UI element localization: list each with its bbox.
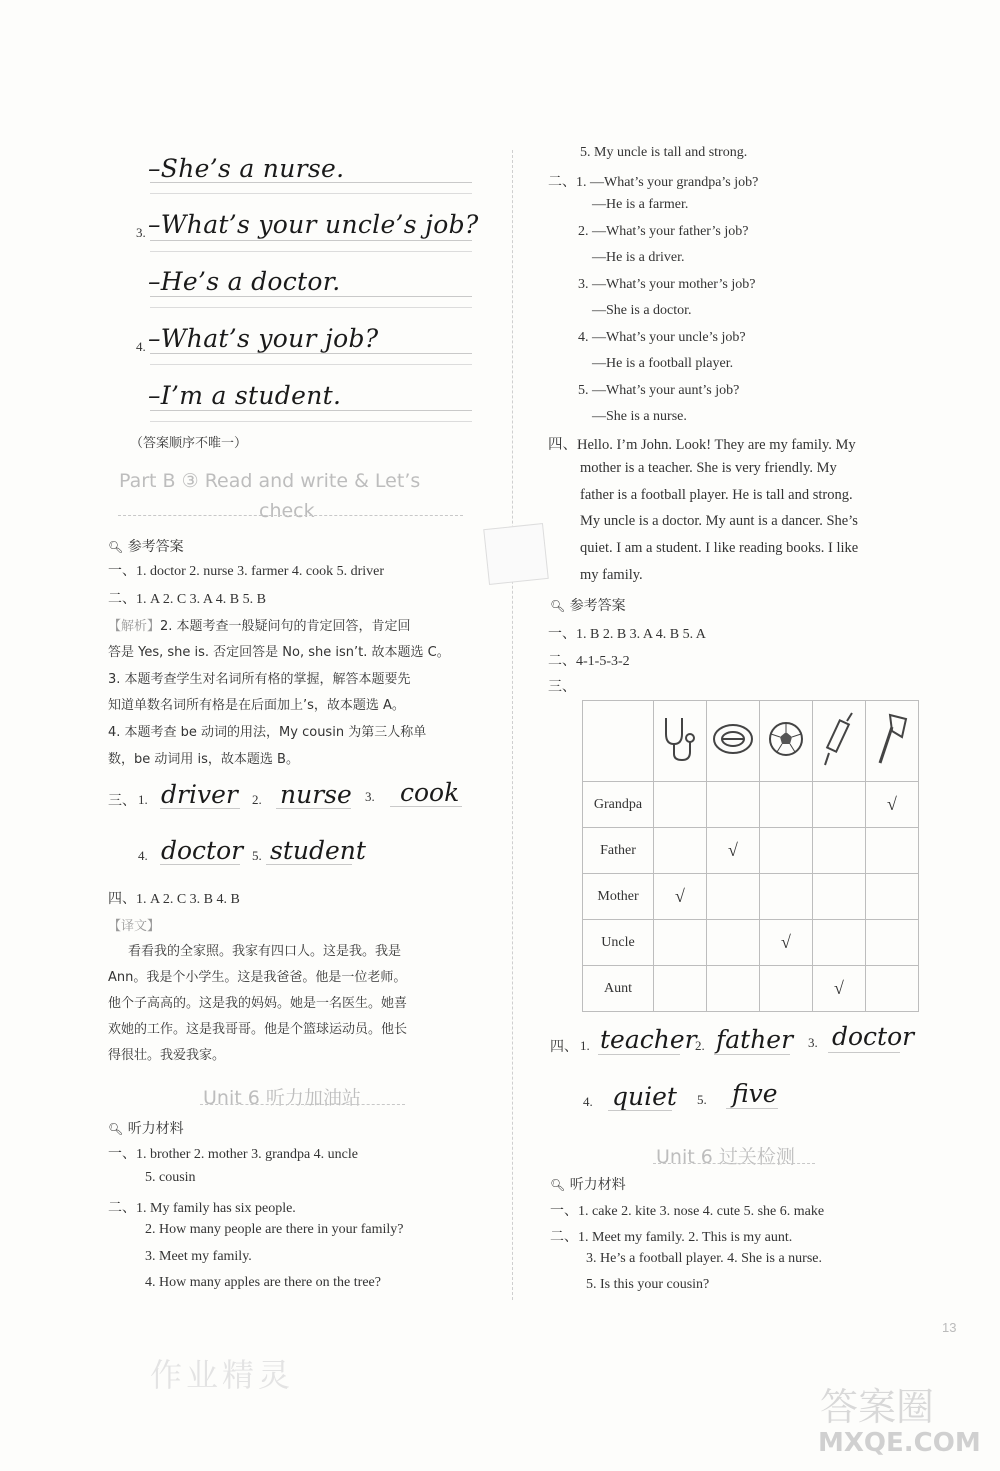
listening-line: 3. He’s a football player. 4. She is a nurse.	[586, 1251, 823, 1266]
writing-line	[150, 193, 472, 194]
check-mark: √	[887, 794, 897, 814]
handwritten-answer: –He’s a doctor.	[148, 267, 341, 296]
column-divider	[512, 150, 513, 1300]
section-heading: Unit 6 听力加油站	[203, 1087, 361, 1109]
listening-line: 一、1. cake 2. kite 3. nose 4. cute 5. she 6. make	[550, 1204, 825, 1219]
axe-icon	[870, 709, 914, 769]
table-cell	[654, 874, 707, 920]
steering-wheel-icon	[711, 719, 755, 759]
writing-line	[150, 353, 472, 354]
table-cell	[813, 920, 866, 966]
item-number: 2.	[252, 792, 262, 807]
section-heading: Part B ③ Read and write & Let’s	[119, 470, 421, 492]
dialogue-line: 二、1. —What’s your grandpa’s job?	[548, 175, 759, 190]
item-number: 1.	[580, 1038, 590, 1053]
section-number: 四、	[550, 1039, 578, 1055]
writing-line	[160, 864, 240, 865]
check-mark: √	[728, 840, 738, 860]
dialogue-line: 5. —What’s your aunt’s job?	[578, 383, 740, 398]
table-header-cell	[707, 701, 760, 782]
table-row-label: Aunt	[583, 966, 654, 1012]
table-row-label: Father	[583, 828, 654, 874]
handwritten-word: father	[716, 1025, 794, 1054]
listening-line: 5. cousin	[145, 1170, 196, 1185]
table-cell	[866, 966, 919, 1012]
listening-line: 4. How many apples are there on the tree?	[145, 1275, 381, 1290]
brand-logo: 答案圈	[820, 1385, 935, 1429]
listening-line: 2. How many people are there in your family?	[145, 1222, 404, 1237]
heading-underline	[118, 515, 463, 516]
passage-line: mother is a teacher. She is very friendly. My	[580, 460, 837, 476]
writing-line	[150, 364, 472, 365]
listening-label-text: 听力材料	[569, 1177, 626, 1193]
table-row-label: Mother	[583, 874, 654, 920]
listening-line: 3. Meet my family.	[145, 1249, 252, 1264]
item-number: 4.	[136, 339, 146, 354]
search-icon: 🔍︎	[550, 599, 566, 613]
writing-line	[160, 808, 240, 809]
translation-line: 欢她的工作。这是我哥哥。他是个篮球运动员。他长	[108, 1022, 408, 1037]
listening-line: 二、1. My family has six people.	[108, 1201, 296, 1216]
dialogue-line: —She is a nurse.	[592, 409, 687, 424]
heading-underline	[200, 1104, 405, 1105]
check-mark: √	[834, 978, 844, 998]
passage-line: my family.	[580, 567, 643, 583]
translation-line: 看看我的全家照。我家有四口人。这是我。我是	[128, 944, 402, 959]
answer-label-text: 参考答案	[569, 598, 626, 614]
writing-line	[150, 421, 472, 422]
handwritten-word: nurse	[280, 780, 352, 809]
analysis-line: 3. 本题考查学生对名词所有格的掌握，解答本题要先	[108, 672, 411, 687]
table-cell	[654, 782, 707, 828]
table-cell	[654, 920, 707, 966]
answer-label-text: 参考答案	[127, 539, 184, 555]
listening-label	[108, 1118, 184, 1138]
stethoscope-icon	[658, 714, 702, 764]
handwritten-answer: –What’s your uncle’s job?	[148, 210, 479, 239]
table-cell	[707, 828, 760, 874]
table-cell	[707, 966, 760, 1012]
answer-label	[550, 595, 626, 615]
passage-line: father is a football player. He is tall and strong.	[580, 487, 853, 503]
answer-line: 二、4-1-5-3-2	[548, 654, 630, 669]
listening-line: 二、1. Meet my family. 2. This is my aunt.	[550, 1230, 793, 1245]
section-number: 三、	[108, 793, 136, 809]
writing-line	[608, 1110, 672, 1111]
table-header-cell	[866, 701, 919, 782]
table-header-cell	[760, 701, 813, 782]
table-cell	[813, 874, 866, 920]
table-cell	[866, 920, 919, 966]
answer-line: 二、1. A 2. C 3. A 4. B 5. B	[108, 592, 266, 607]
page-number: 13	[942, 1320, 957, 1335]
listening-line: 5. Is this your cousin?	[586, 1277, 710, 1292]
table-corner-cell	[583, 701, 654, 782]
handwritten-word: five	[732, 1079, 778, 1108]
passage-line: 四、Hello. I’m John. Look! They are my family. My	[548, 437, 856, 453]
table-cell	[760, 920, 813, 966]
answer-line: 一、1. B 2. B 3. A 4. B 5. A	[548, 627, 706, 642]
table-cell	[760, 782, 813, 828]
dialogue-line: 4. —What’s your uncle’s job?	[578, 330, 746, 345]
table-cell	[760, 966, 813, 1012]
handwritten-answer: –What’s your job?	[148, 324, 379, 353]
translation-line: 得很壮。我爱我家。	[108, 1048, 226, 1063]
item-number: 3.	[808, 1035, 818, 1050]
dialogue-line: —He is a driver.	[592, 250, 685, 265]
table-cell	[707, 782, 760, 828]
analysis-line: 答是 Yes, she is. 否定回答是 No, she isn’t. 故本题选 C。	[108, 645, 450, 660]
check-mark: √	[675, 886, 685, 906]
answer-label	[108, 536, 184, 556]
dialogue-line: 2. —What’s your father’s job?	[578, 224, 749, 239]
item-number: 3.	[365, 789, 375, 804]
search-icon: 🔍︎	[108, 1122, 124, 1136]
handwritten-answer: –She’s a nurse.	[148, 154, 345, 183]
handwritten-answer: –I’m a student.	[148, 381, 342, 410]
item-number: 5.	[697, 1092, 707, 1107]
answer-line: 四、1. A 2. C 3. B 4. B	[108, 892, 240, 907]
handwritten-word: driver	[161, 780, 238, 809]
writing-line	[714, 1054, 790, 1055]
writing-line	[598, 1054, 680, 1055]
writing-line	[150, 251, 472, 252]
job-matching-table	[582, 700, 919, 1012]
writing-line	[276, 808, 351, 809]
brand-url: MXQE.COM	[818, 1428, 981, 1458]
search-icon: 🔍︎	[108, 540, 124, 554]
table-cell	[813, 828, 866, 874]
writing-line	[150, 182, 472, 183]
dialogue-line: —She is a doctor.	[592, 303, 692, 318]
table-row-label: Uncle	[583, 920, 654, 966]
handwritten-word: quiet	[612, 1082, 677, 1111]
table-cell	[813, 966, 866, 1012]
writing-line	[150, 307, 472, 308]
football-icon	[766, 719, 806, 759]
analysis-tag: 【解析】	[108, 619, 161, 634]
table-header-cell	[654, 701, 707, 782]
item-number: 1.	[138, 792, 148, 807]
writing-line	[828, 1052, 900, 1053]
analysis-line: 4. 本题考查 be 动词的用法，My cousin 为第三人称单	[108, 725, 427, 740]
item-number: 3.	[136, 225, 146, 240]
table-row-label: Grandpa	[583, 782, 654, 828]
dialogue-line: —He is a farmer.	[592, 197, 689, 212]
listening-line: 一、1. brother 2. mother 3. grandpa 4. uncle	[108, 1147, 358, 1162]
writing-line	[726, 1108, 778, 1109]
section-heading: check	[259, 500, 315, 522]
table-cell	[760, 874, 813, 920]
table-cell	[654, 828, 707, 874]
passage-line: quiet. I am a student. I like reading books. I like	[580, 540, 859, 556]
analysis-line: 知道单数名词所有格是在后面加上’s，故本题选 A。	[108, 698, 405, 713]
check-mark: √	[781, 932, 791, 952]
translation-tag: 【译文】	[108, 919, 161, 934]
writing-line	[266, 864, 352, 865]
dialogue-line: 3. —What’s your mother’s job?	[578, 277, 756, 292]
handwritten-word: doctor	[832, 1022, 915, 1051]
translation-line: 他个子高高的。这是我的妈妈。她是一名医生。她喜	[108, 996, 408, 1011]
item-number: 2.	[695, 1038, 705, 1053]
table-cell	[813, 782, 866, 828]
passage-line: My uncle is a doctor. My aunt is a dancer. She’s	[580, 513, 858, 529]
table-header-cell	[813, 701, 866, 782]
syringe-icon	[819, 709, 859, 769]
table-cell	[654, 966, 707, 1012]
section-heading: Unit 6 过关检测	[656, 1146, 795, 1168]
listening-label	[550, 1174, 626, 1194]
table-cell	[866, 782, 919, 828]
stamp-logo	[483, 523, 549, 585]
analysis-line: 数，be 动词用 is，故本题选 B。	[108, 752, 299, 767]
item-number: 4.	[138, 848, 148, 863]
table-cell	[866, 874, 919, 920]
watermark-logo: 作业精灵	[150, 1356, 295, 1394]
writing-line	[150, 296, 472, 297]
heading-underline	[653, 1163, 815, 1164]
item-number: 4.	[583, 1094, 593, 1109]
analysis-text: 2. 本题考查一般疑问句的肯定回答，肯定回	[160, 619, 411, 634]
dialogue-line: —He is a football player.	[592, 356, 734, 371]
analysis-line	[108, 615, 411, 634]
table-cell	[707, 874, 760, 920]
search-icon: 🔍︎	[550, 1178, 566, 1192]
listening-label-text: 听力材料	[127, 1121, 184, 1137]
answer-line: 5. My uncle is tall and strong.	[580, 145, 748, 160]
handwritten-word: teacher	[600, 1025, 697, 1054]
item-number: 5.	[252, 848, 262, 863]
section-number: 三、	[548, 679, 576, 695]
writing-line	[390, 806, 462, 807]
writing-line	[150, 240, 472, 241]
writing-line	[150, 410, 472, 411]
table-cell	[760, 828, 813, 874]
table-cell	[707, 920, 760, 966]
table-cell	[866, 828, 919, 874]
translation-line: Ann。我是个小学生。这是我爸爸。他是一位老师。	[108, 970, 407, 985]
order-note: （答案顺序不唯一）	[130, 436, 248, 451]
handwritten-word: cook	[400, 778, 460, 807]
handwritten-word: doctor	[161, 836, 244, 865]
answer-line: 一、1. doctor 2. nurse 3. farmer 4. cook 5. driver	[108, 564, 385, 579]
handwritten-word: student	[270, 836, 366, 865]
